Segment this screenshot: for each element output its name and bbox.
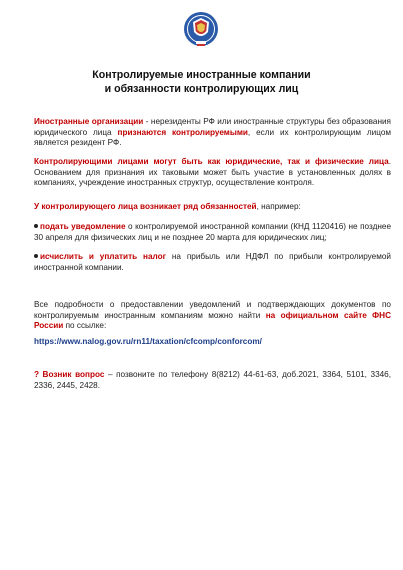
paragraph-foreign-organizations — [34, 117, 391, 149]
p1-text-end: , если их контролирующим лицом является резидент РФ. — [34, 127, 391, 148]
fns-link[interactable]: https://www.nalog.gov.ru/rn11/taxation/cfcomp/conforcom/ — [34, 337, 262, 346]
paragraph-question — [34, 370, 391, 391]
term-question: ? Возник вопрос — [34, 370, 105, 379]
fns-emblem-icon — [183, 10, 219, 50]
term-recognized-controlled: признаются контролируемыми — [117, 127, 248, 137]
bullet-submit-notice — [34, 222, 391, 243]
paragraph-details — [34, 300, 391, 332]
title-line-2: и обязанности контролирующих лиц — [104, 83, 299, 95]
p3-text: , например: — [256, 202, 301, 211]
bullet-pay-tax — [34, 252, 391, 273]
paragraph-obligations — [34, 202, 391, 213]
term-pay-tax: исчислить и уплатить налог — [40, 252, 167, 261]
title-line-1: Контролируемые иностранные компании — [92, 69, 311, 81]
p1-text: - нерезиденты РФ или иностранные структуры без образования юридического лица — [34, 117, 391, 137]
term-foreign-organizations: Иностранные организации — [34, 117, 144, 126]
page-title — [20, 68, 383, 96]
paragraph-controlling-persons — [34, 157, 391, 189]
bullet1-text: о контролируемой иностранной компании (КНД 1120416) не позднее 30 апреля для физических лиц и не позднее 20 марта для юридических лиц; — [34, 222, 391, 242]
p5-text: – позвоните по телефону 8(8212) 44-61-63, доб.2021, 3364, 5101, 3346, 2336, 2445, 2428. — [34, 370, 392, 390]
term-submit-notice: подать уведомление — [40, 222, 126, 231]
p2-text: . Основанием для признания их таковыми может быть участие в установленных долях в компаниях, учреждение иностранных структур, осуществление контроля. — [34, 157, 391, 188]
term-controlling-persons: Контролирующими лицами могут быть как юридические, так и физические лица — [34, 157, 389, 166]
term-official-site: на официальном сайте ФНС России — [34, 310, 391, 331]
bullet-icon — [34, 224, 38, 228]
p4-text: Все подробности о предоставлении уведомлений и подтверждающих документов по контролируемым иностранным компаниям можно найти — [34, 300, 391, 320]
bullet2-text: на прибыль или НДФЛ по прибыли контролируемой иностранной компании. — [34, 252, 391, 272]
term-obligations: У контролирующего лица возникает ряд обязанностей — [34, 202, 257, 211]
p4-text-end: по ссылке: — [63, 321, 107, 331]
bullet-icon — [34, 254, 38, 258]
